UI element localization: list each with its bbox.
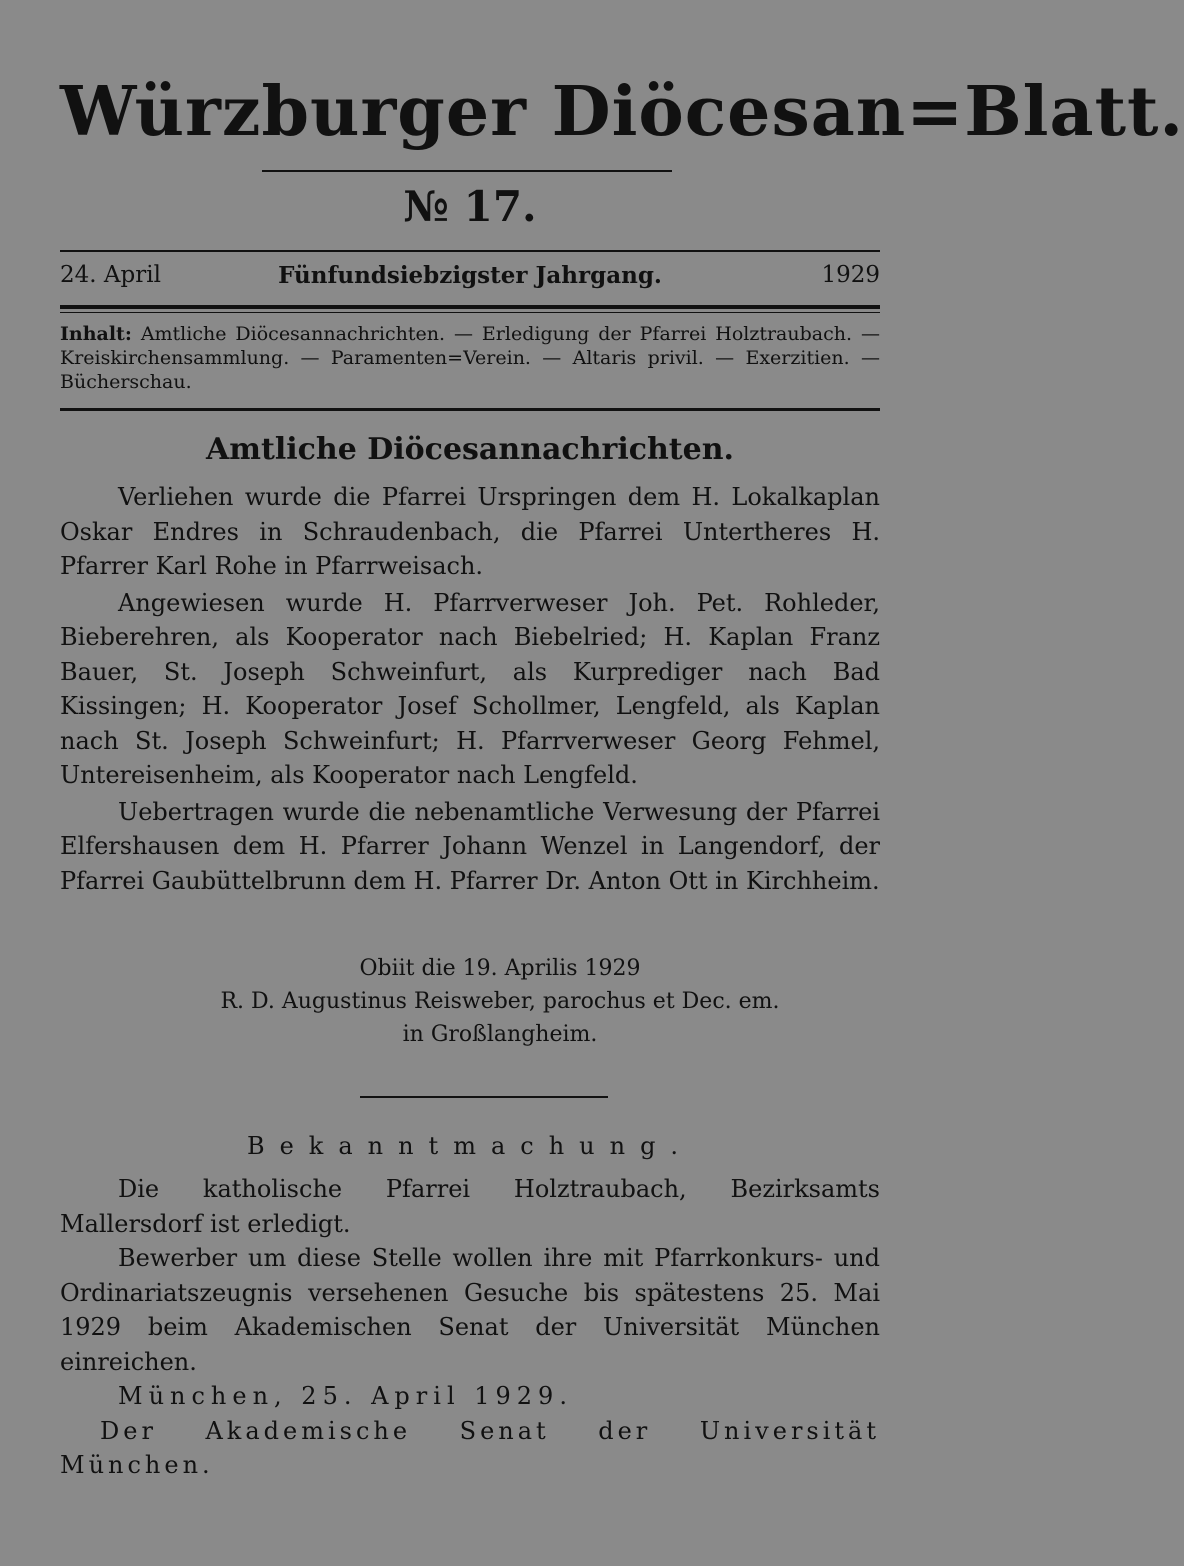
- obituary-line-3: in Großlangheim.: [402, 1022, 598, 1047]
- announcement-paragraph-2: Bewerber um diese Stelle wollen ihre mit Pfarrkonkurs- und Ordinariatszeugnis versehenen Gesuche bis spätestens 25. Mai 1929 beim Akademischen Senat der Universität München einreichen.: [60, 1244, 880, 1376]
- header-rule-bottom: [60, 305, 880, 309]
- header-rule-bottom-thin: [60, 312, 880, 313]
- announcement-paragraph-1: Die katholische Pfarrei Holztraubach, Bezirksamts Mallersdorf ist erledigt.: [60, 1175, 880, 1238]
- section-title: Amtliche Diöcesannachrichten.: [205, 432, 734, 467]
- masthead-title: Würzburger Diöcesan=Blatt.: [60, 72, 1184, 152]
- issue-number: № 17.: [403, 182, 537, 231]
- paragraph-transfers: Uebertragen wurde die nebenamtliche Verwesung der Pfarrei Elfershausen dem H. Pfarrer Johann Wenzel in Langendorf, der Pfarrei Gaubüttelbrunn dem H. Pfarrer Dr. Anton Ott in Kirchheim.: [60, 797, 880, 895]
- announcement-body: [60, 1172, 880, 1483]
- obituary-line-2: R. D. Augustinus Reisweber, parochus et Dec. em.: [220, 989, 780, 1014]
- obituary: [60, 952, 940, 1051]
- issue-year: 1929: [821, 262, 880, 288]
- masthead-rule: [262, 170, 672, 172]
- volume-label: Fünfundsiebzigster Jahrgang.: [278, 262, 662, 289]
- dateline: [60, 262, 880, 296]
- paragraph-assignments: Angewiesen wurde H. Pfarrverweser Joh. Pet. Rohleder, Bieberehren, als Kooperator nach Biebelried; H. Kaplan Franz Bauer, St. Joseph Schweinfurt, als Kurprediger nach Bad Kissingen; H. Kooperator Josef Schollmer, Lengfeld, als Kaplan nach St. Joseph Schweinfurt; H. Pfarrverweser Georg Fehmel, Untereisenheim, als Kooperator nach Lengfeld.: [60, 588, 880, 789]
- contents-rule: [60, 408, 880, 411]
- contents-text: Amtliche Diöcesannachrichten. — Erledigung der Pfarrei Holztraubach. — Kreiskirchensammlung. — Paramenten=Verein. — Altaris privil. — Exerzitien. — Bücherschau.: [60, 323, 880, 393]
- issue-date: 24. April: [60, 262, 161, 288]
- separator-rule: [360, 1096, 608, 1098]
- announcement-place-date: München, 25. April 1929.: [118, 1382, 573, 1410]
- section-body: [60, 480, 880, 898]
- paragraph-appointments: Verliehen wurde die Pfarrei Urspringen dem H. Lokalkaplan Oskar Endres in Schraudenbach, die Pfarrei Untertheres H. Pfarrer Karl Rohe in Pfarrweisach.: [60, 483, 880, 580]
- announcement-title: Bekanntmachung.: [246, 1132, 694, 1160]
- announcement-signature: Der Akademische Senat der Universität München.: [60, 1416, 880, 1479]
- header-rule-top: [60, 250, 880, 252]
- obituary-line-1: Obiit die 19. Aprilis 1929: [359, 956, 641, 981]
- table-of-contents: [60, 322, 880, 394]
- contents-label: Inhalt:: [60, 323, 132, 345]
